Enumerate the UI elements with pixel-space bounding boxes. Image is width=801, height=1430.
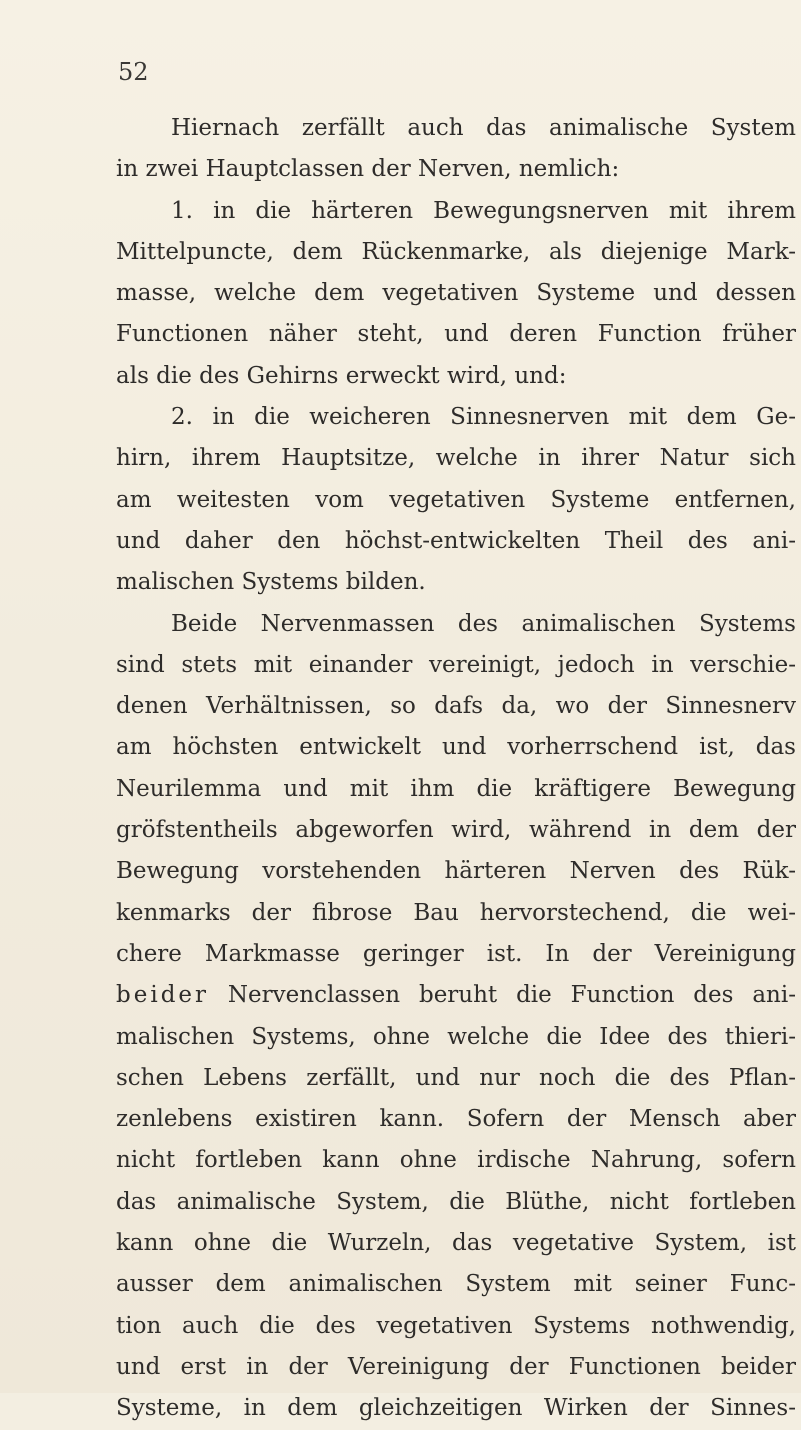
- text-line: Functionen näher steht, und deren Function früher: [116, 321, 796, 348]
- text-line: am höchsten entwickelt und vorherrschend ist, das: [116, 734, 796, 761]
- text-line: denen Verhältnissen, so dafs da, wo der Sinnesnerv: [116, 693, 796, 720]
- text-line: nicht fortleben kann ohne irdische Nahrung, sofern: [116, 1147, 796, 1174]
- text-line: kenmarks der fibrose Bau hervorstechend, die wei-: [116, 899, 796, 926]
- text-line: Neurilemma und mit ihm die kräftigere Bewegung: [116, 775, 796, 802]
- text-line: chere Markmasse geringer ist. In der Vereinigung: [116, 940, 796, 967]
- text-line: Hiernach zerfällt auch das animalische System: [171, 115, 796, 141]
- text-line: schen Lebens zerfällt, und nur noch die des Pflan-: [116, 1064, 796, 1091]
- emphasized-word: beider: [116, 982, 210, 1009]
- text-line: ausser dem animalischen System mit seiner Func-: [116, 1271, 796, 1298]
- text-line: gröfstentheils abgeworfen wird, während in dem der: [116, 817, 796, 844]
- text-line: Bewegung vorstehenden härteren Nerven des Rük-: [116, 858, 796, 885]
- text-line: Systeme, in dem gleichzeitigen Wirken der Sinnes-: [116, 1395, 796, 1422]
- text-line: am weitesten vom vegetativen Systeme entfernen,: [116, 486, 796, 513]
- text-line: kann ohne die Wurzeln, das vegetative System, ist: [116, 1230, 796, 1257]
- text-line: tion auch die des vegetativen Systems nothwendig,: [116, 1312, 796, 1339]
- text-line: hirn, ihrem Hauptsitze, welche in ihrer Natur sich: [116, 445, 796, 472]
- text-line: sind stets mit einander vereinigt, jedoch in verschie-: [116, 651, 796, 678]
- page-number: 52: [118, 58, 149, 86]
- text-line: 1. in die härteren Bewegungsnerven mit ihrem: [171, 197, 796, 224]
- text-line: und daher den höchst-entwickelten Theil des ani-: [116, 527, 796, 554]
- text-line: Beide Nervenmassen des animalischen Systems: [171, 610, 796, 637]
- text-line: zenlebens existiren kann. Sofern der Mensch aber: [116, 1106, 796, 1133]
- text-line: Mittelpuncte, dem Rückenmarke, als diejenige Mark-: [116, 238, 796, 265]
- text-line: beider Nervenclassen beruht die Function des ani-: [116, 982, 796, 1009]
- text-line: als die des Gehirns erweckt wird, und:: [116, 362, 567, 389]
- text-line: masse, welche dem vegetativen Systeme und dessen: [116, 280, 796, 307]
- body-text: [116, 108, 796, 1430]
- text-line: 2. in die weicheren Sinnesnerven mit dem Ge-: [171, 404, 796, 431]
- text-line: und erst in der Vereinigung der Functionen beider: [116, 1353, 796, 1380]
- text-line: das animalische System, die Blüthe, nicht fortleben: [116, 1188, 796, 1215]
- text-line: malischen Systems, ohne welche die Idee des thieri-: [116, 1023, 796, 1050]
- text-line: malischen Systems bilden.: [116, 569, 426, 596]
- text-line: in zwei Hauptclassen der Nerven, nemlich:: [116, 156, 620, 183]
